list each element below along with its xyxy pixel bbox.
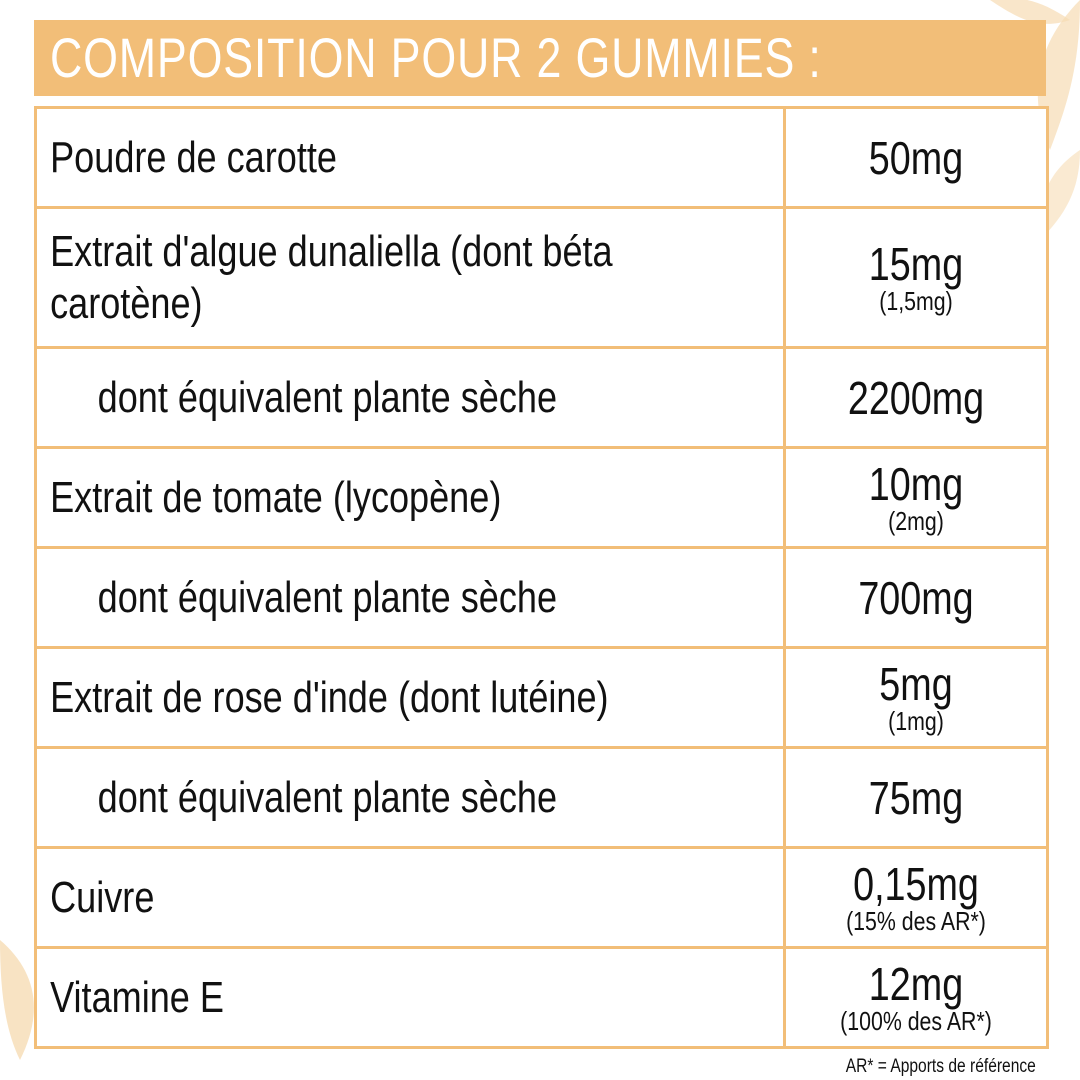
ingredient-name: Extrait d'algue dunaliella (dont béta carotène) (50, 226, 613, 328)
ingredient-subvalue: (100% des AR*) (840, 1005, 992, 1036)
ingredient-name: Extrait de tomate (lycopène) (50, 472, 502, 522)
table-row (36, 448, 1048, 548)
ingredient-name: Cuivre (50, 872, 155, 922)
table-row (36, 548, 1048, 648)
ingredient-value: 2200mg (847, 371, 985, 424)
title-bar (34, 20, 1046, 96)
ingredient-name: dont équivalent plante sèche (97, 572, 558, 622)
ingredient-value: 75mg (868, 771, 964, 824)
ingredient-value: 15mg (868, 237, 964, 290)
ingredient-subvalue: (1,5mg) (879, 285, 953, 316)
ingredient-name: Extrait de rose d'inde (dont lutéine) (50, 672, 609, 722)
table-row (36, 648, 1048, 748)
ingredient-subvalue: (2mg) (888, 505, 944, 536)
ingredient-value: 700mg (858, 571, 974, 624)
table-row (36, 108, 1048, 208)
composition-table (34, 106, 1049, 1049)
footnote: AR* = Apports de référence (845, 1056, 1036, 1077)
page-title: COMPOSITION POUR 2 GUMMIES : (50, 26, 822, 89)
ingredient-value: 12mg (868, 957, 964, 1010)
ingredient-value: 0,15mg (853, 857, 979, 910)
ingredient-name: dont équivalent plante sèche (97, 372, 558, 422)
table-row (36, 848, 1048, 948)
ingredient-name: dont équivalent plante sèche (97, 772, 558, 822)
ingredient-subvalue: (1mg) (888, 705, 944, 736)
table-row (36, 748, 1048, 848)
ingredient-subvalue: (15% des AR*) (846, 905, 986, 936)
table-row (36, 948, 1048, 1048)
ingredient-value: 50mg (868, 131, 964, 184)
table-row (36, 208, 1048, 348)
table-row (36, 348, 1048, 448)
ingredient-value: 10mg (868, 457, 964, 510)
ingredient-name: Poudre de carotte (50, 132, 337, 182)
ingredient-name: Vitamine E (50, 972, 224, 1022)
ingredient-value: 5mg (879, 657, 953, 710)
